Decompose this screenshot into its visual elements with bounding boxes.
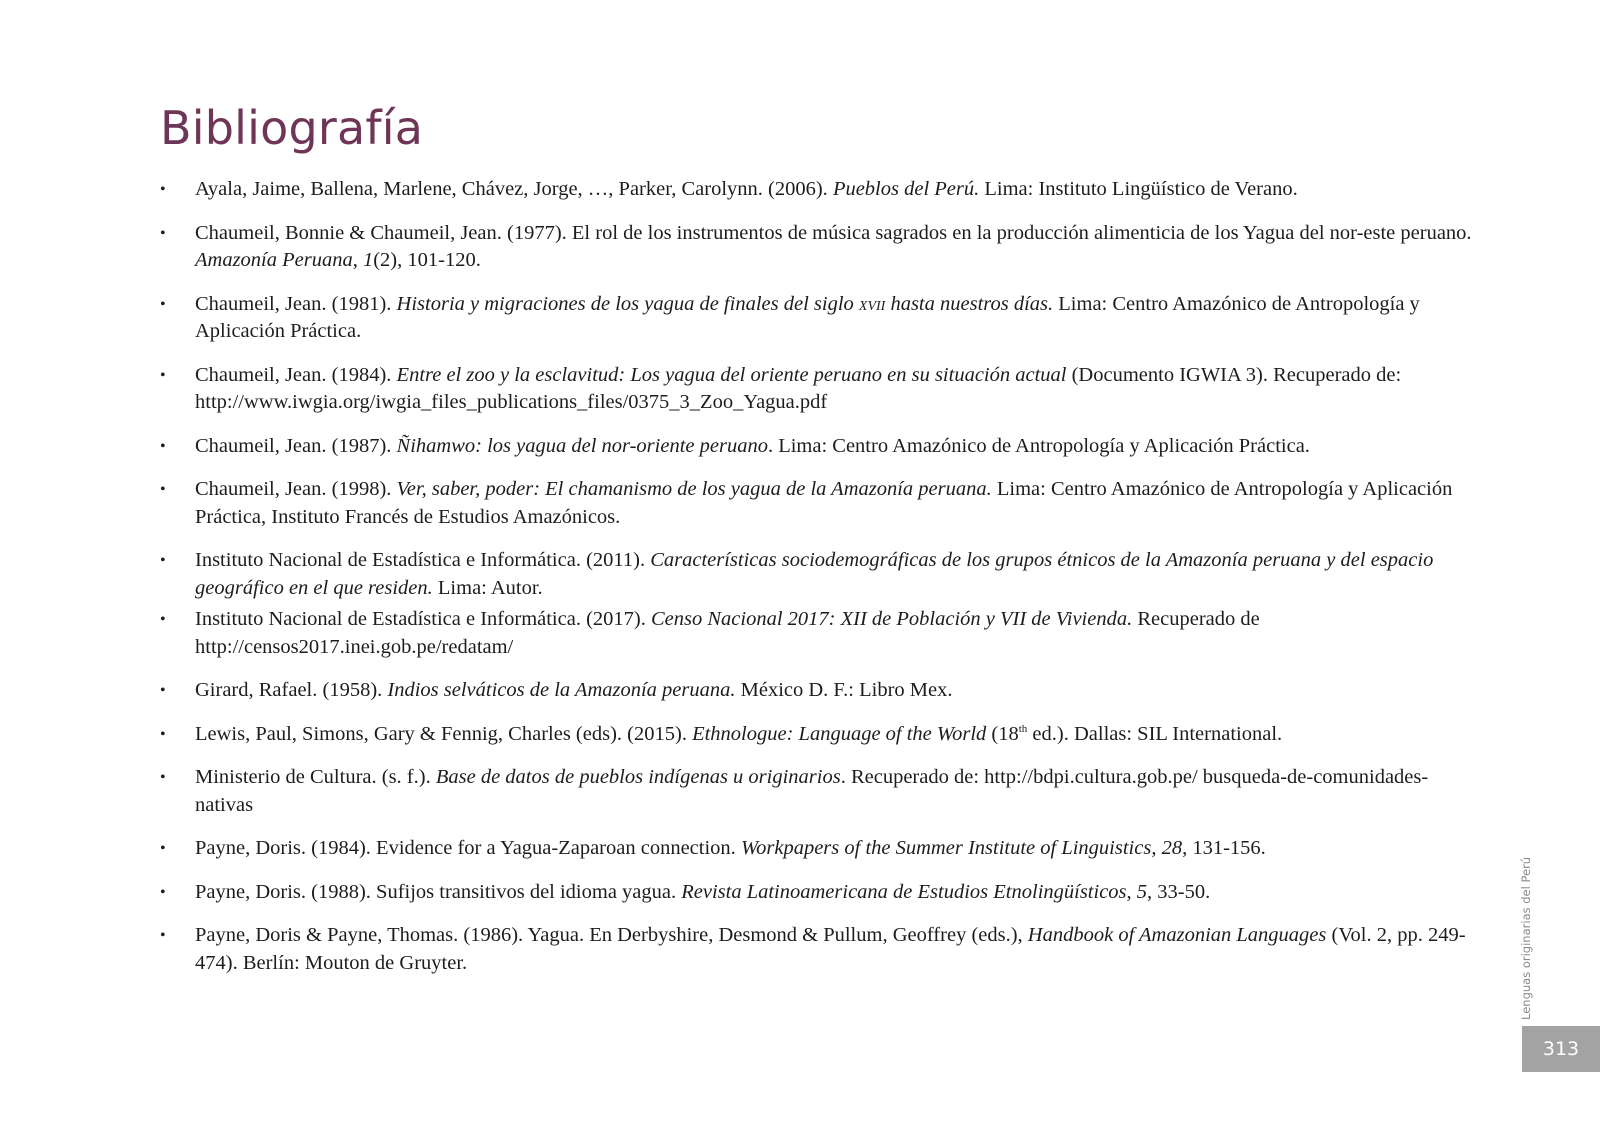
reference-journal: Amazonía Peruana: [195, 249, 353, 271]
reference-item: [160, 220, 1480, 275]
reference-text: Recuperado de http://censos2017.inei.gob.pe/redatam/: [195, 608, 1260, 658]
reference-text: Payne, Doris. (1988). Sufijos transitivos del idioma yagua.: [195, 880, 682, 903]
bullet-icon: •: [160, 927, 166, 944]
reference-item: [160, 433, 1480, 461]
reference-title: Ethnologue: Language of the World: [692, 722, 987, 745]
reference-text: . Lima: Centro Amazónico de Antropología y Aplicación Práctica.: [767, 434, 1310, 457]
reference-journal: Workpapers of the Summer Institute of Linguistics: [740, 837, 1152, 859]
bullet-icon: •: [160, 366, 166, 384]
reference-text: Lima: Autor.: [432, 576, 543, 599]
bullet-icon: •: [160, 295, 166, 313]
reference-item: [160, 677, 1480, 705]
reference-text: ,: [352, 249, 363, 271]
reference-text: , 131-156.: [1182, 837, 1266, 859]
reference-title: Historia y migraciones de los yagua de finales del siglo: [396, 292, 859, 315]
reference-item: [160, 547, 1480, 602]
reference-title: Pueblos del Perú.: [832, 178, 980, 200]
reference-journal: Revista Latinoamericana de Estudios Etnolingüísticos: [681, 880, 1127, 903]
reference-text: Lewis, Paul, Simons, Gary & Fennig, Charles (eds). (2015).: [195, 722, 693, 745]
reference-text: Chaumeil, Jean. (1998).: [195, 478, 397, 500]
page-title: Bibliografía: [160, 101, 424, 155]
bullet-icon: •: [160, 224, 166, 242]
reference-text: . Recuperado de: http://bdpi.cultura.gob.pe/ busqueda-de-comunidades-nativas: [195, 766, 1429, 816]
bullet-icon: •: [160, 682, 166, 699]
reference-text: México D. F.: Libro Mex.: [735, 679, 953, 701]
bullet-icon: •: [160, 437, 166, 455]
bullet-icon: •: [160, 840, 166, 857]
reference-text: Instituto Nacional de Estadística e Informática. (2011).: [195, 549, 651, 571]
reference-volume: 1: [362, 249, 374, 271]
reference-text: Instituto Nacional de Estadística e Informática. (2017).: [195, 608, 651, 630]
reference-century: xvii: [858, 292, 886, 315]
reference-title: hasta nuestros días.: [885, 292, 1054, 315]
reference-title: Entre el zoo y la esclavitud: Los yagua del oriente peruano en su situación actual: [396, 363, 1067, 386]
bullet-icon: •: [160, 481, 166, 498]
reference-item: [160, 764, 1480, 819]
reference-superscript: th: [1018, 722, 1028, 735]
bullet-icon: •: [160, 552, 166, 569]
bullet-icon: •: [160, 611, 166, 628]
bullet-icon: •: [160, 181, 166, 198]
reference-text: Payne, Doris & Payne, Thomas. (1986). Yagua. En Derbyshire, Desmond & Pullum, Geoffrey (eds.),: [195, 924, 1028, 946]
reference-item: [160, 176, 1480, 204]
reference-title: Indios selváticos de la Amazonía peruana.: [387, 679, 736, 701]
reference-text: Chaumeil, Bonnie & Chaumeil, Jean. (1977). El rol de los instrumentos de música sagrados en la producción alimenticia de los Yagua del nor-este peruano.: [195, 221, 1472, 244]
page-number-badge: 313: [1522, 1026, 1600, 1072]
reference-item: [160, 879, 1480, 907]
reference-text: ed.). Dallas: SIL International.: [1027, 722, 1283, 745]
reference-title: Base de datos de pueblos indígenas u originarios: [435, 766, 841, 788]
bullet-icon: •: [160, 883, 166, 901]
reference-text: (18: [986, 722, 1019, 745]
reference-text: Chaumeil, Jean. (1987).: [195, 434, 397, 457]
reference-title: Handbook of Amazonian Languages: [1027, 924, 1327, 946]
reference-item: [160, 721, 1480, 749]
reference-volume: 28: [1161, 837, 1183, 859]
reference-text: ,: [1151, 837, 1162, 859]
reference-text: Ayala, Jaime, Ballena, Marlene, Chávez, Jorge, …, Parker, Carolynn. (2006).: [195, 178, 833, 200]
reference-text: (Documento IGWIA 3). Recuperado de: http://www.iwgia.org/iwgia_files_publications_files/0375_3_Zoo_Yagua.pdf: [195, 363, 1402, 413]
reference-item: [160, 835, 1480, 863]
bullet-icon: •: [160, 769, 166, 786]
reference-text: (2), 101-120.: [373, 249, 481, 271]
reference-text: Chaumeil, Jean. (1981).: [195, 292, 397, 315]
reference-text: , 33-50.: [1147, 880, 1211, 903]
reference-text: Lima: Centro Amazónico de Antropología y Aplicación Práctica, Instituto Francés de Estudios Amazónicos.: [195, 478, 1453, 528]
reference-text: Lima: Instituto Lingüístico de Verano.: [979, 178, 1298, 200]
reference-item: [160, 476, 1480, 531]
reference-title: Características sociodemográficas de los grupos étnicos de la Amazonía peruana y del espacio geográfico en el que residen.: [195, 549, 1434, 599]
bullet-icon: •: [160, 725, 166, 743]
reference-text: Girard, Rafael. (1958).: [195, 679, 388, 701]
reference-title: Censo Nacional 2017: XII de Población y VII de Vivienda.: [650, 608, 1133, 630]
reference-text: Payne, Doris. (1984). Evidence for a Yagua-Zaparoan connection.: [195, 837, 741, 859]
reference-text: Lima: Centro Amazónico de Antropología y Aplicación Práctica.: [195, 292, 1420, 342]
bibliography-list: [160, 176, 1480, 993]
reference-text: Chaumeil, Jean. (1984).: [195, 363, 397, 386]
reference-text: Ministerio de Cultura. (s. f.).: [195, 766, 436, 788]
reference-title: Ñihamwo: los yagua del nor-oriente peruano: [396, 434, 768, 457]
side-running-title: Lenguas originarias del Perú: [1519, 856, 1533, 1020]
reference-item: [160, 291, 1480, 346]
reference-item: [160, 362, 1480, 417]
reference-title: Ver, saber, poder: El chamanismo de los yagua de la Amazonía peruana.: [396, 478, 992, 500]
reference-text: (Vol. 2, pp. 249-474). Berlín: Mouton de Gruyter.: [195, 924, 1466, 974]
reference-item: [160, 922, 1480, 977]
reference-item: [160, 606, 1480, 661]
reference-text: ,: [1126, 880, 1137, 903]
reference-volume: 5: [1136, 880, 1148, 903]
